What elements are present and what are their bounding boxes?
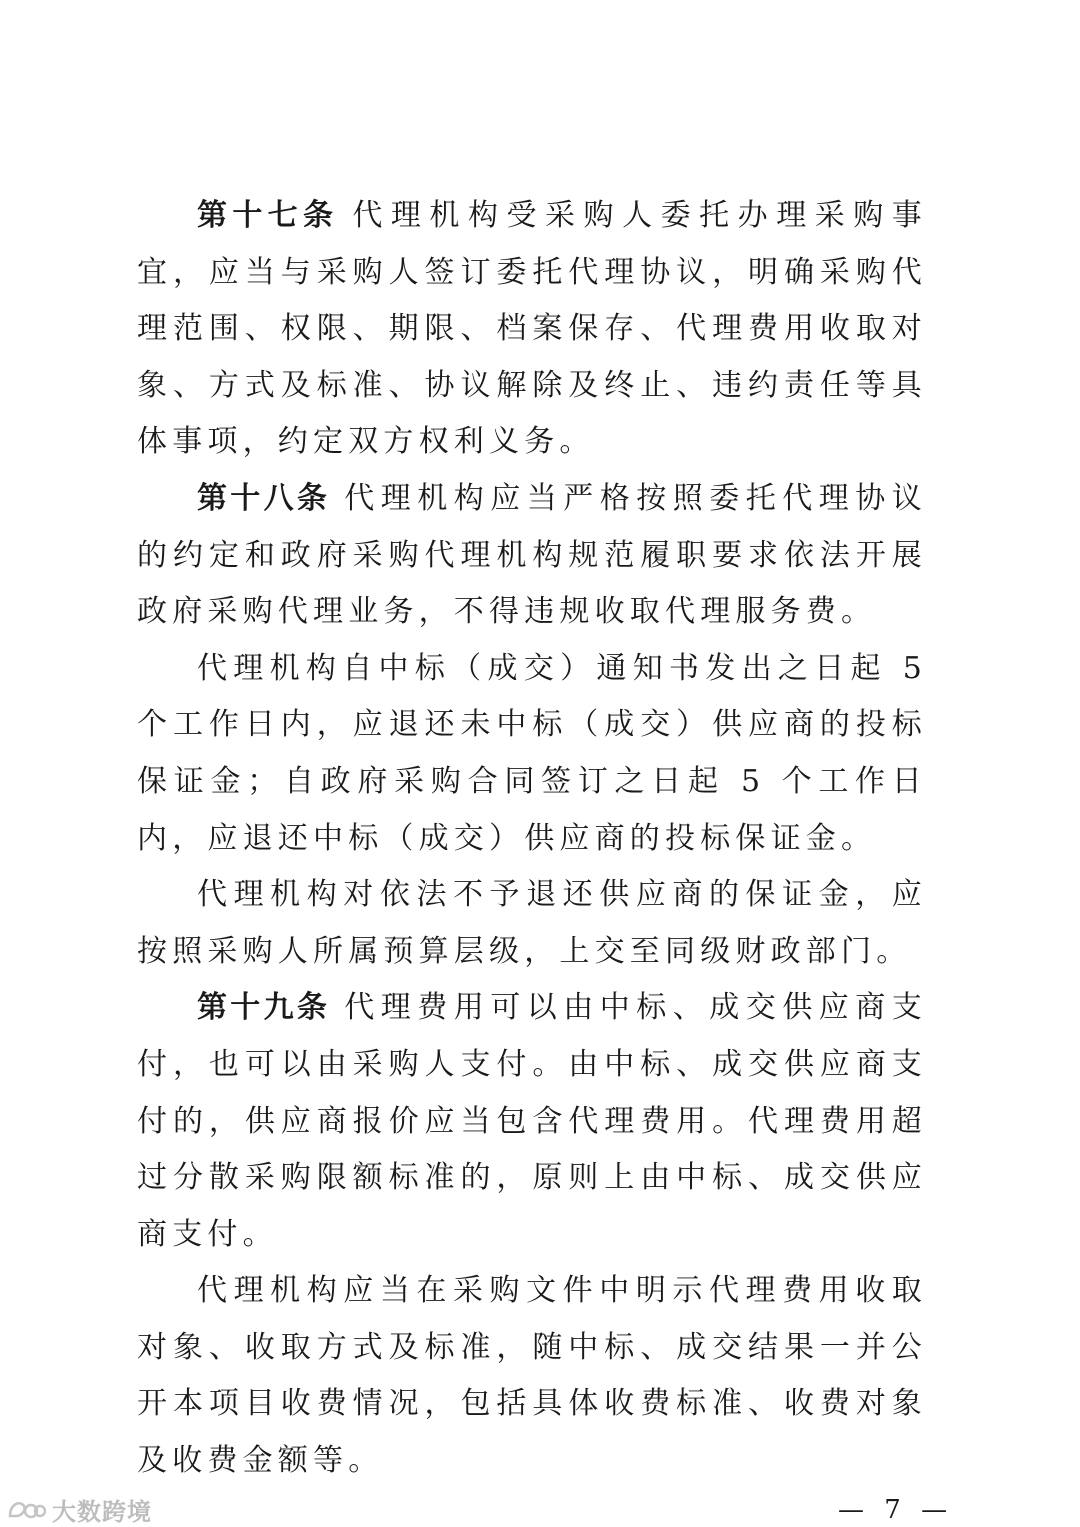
article-17-paragraph [137, 188, 927, 471]
article-heading: 第十九条 [197, 990, 331, 1026]
paragraph-text: 代理费用可以由中标、成交供应商支付，也可以由采购人支付。由中标、成交供应商支付的，供应商报价应当包含代理费用。代理费用超过分散采购限额标准的，原则上由中标、成交供应商支付。 [137, 990, 928, 1252]
deposit-refund-paragraph [137, 641, 927, 867]
watermark-text: 大数跨境 [52, 1497, 152, 1526]
article-heading: 第十七条 [197, 198, 339, 233]
deposit-submission-paragraph [137, 867, 927, 980]
fee-disclosure-paragraph [137, 1263, 927, 1489]
paragraph-text: 代理机构应当严格按照委托代理协议的约定和政府采购代理机构规范履职要求依法开展政府采购代理业务，不得违规收取代理服务费。 [137, 480, 928, 630]
brand-logo-icon [6, 1496, 46, 1522]
paragraph-text: 代理机构应当在采购文件中明示代理费用收取对象、收取方式及标准，随中标、成交结果一并公开本项目收费情况，包括具体收费标准、收费对象及收费金额等。 [137, 1273, 927, 1479]
watermark [6, 1494, 152, 1524]
paragraph-text: 代理机构自中标（成交）通知书发出之日起 5 个工作日内，应退还未中标（成交）供应商的投标保证金；自政府采购合同签订之日起 5 个工作日内，应退还中标（成交）供应商的投标保证金。 [137, 650, 927, 856]
article-19-paragraph [137, 980, 927, 1263]
document-body [137, 188, 927, 1490]
paragraph-text: 代理机构对依法不予退还供应商的保证金，应按照采购人所属预算层级，上交至同级财政部门。 [137, 877, 927, 969]
article-18-paragraph [137, 471, 927, 641]
article-heading: 第十八条 [197, 480, 331, 516]
page-number: — 7 — [838, 1495, 954, 1525]
paragraph-text: 代理机构受采购人委托办理采购事宜，应当与采购人签订委托代理协议，明确采购代理范围、权限、期限、档案保存、代理费用收取对象、方式及标准、协议解除及终止、违约责任等具体事项，约定双方权利义务。 [137, 198, 928, 460]
